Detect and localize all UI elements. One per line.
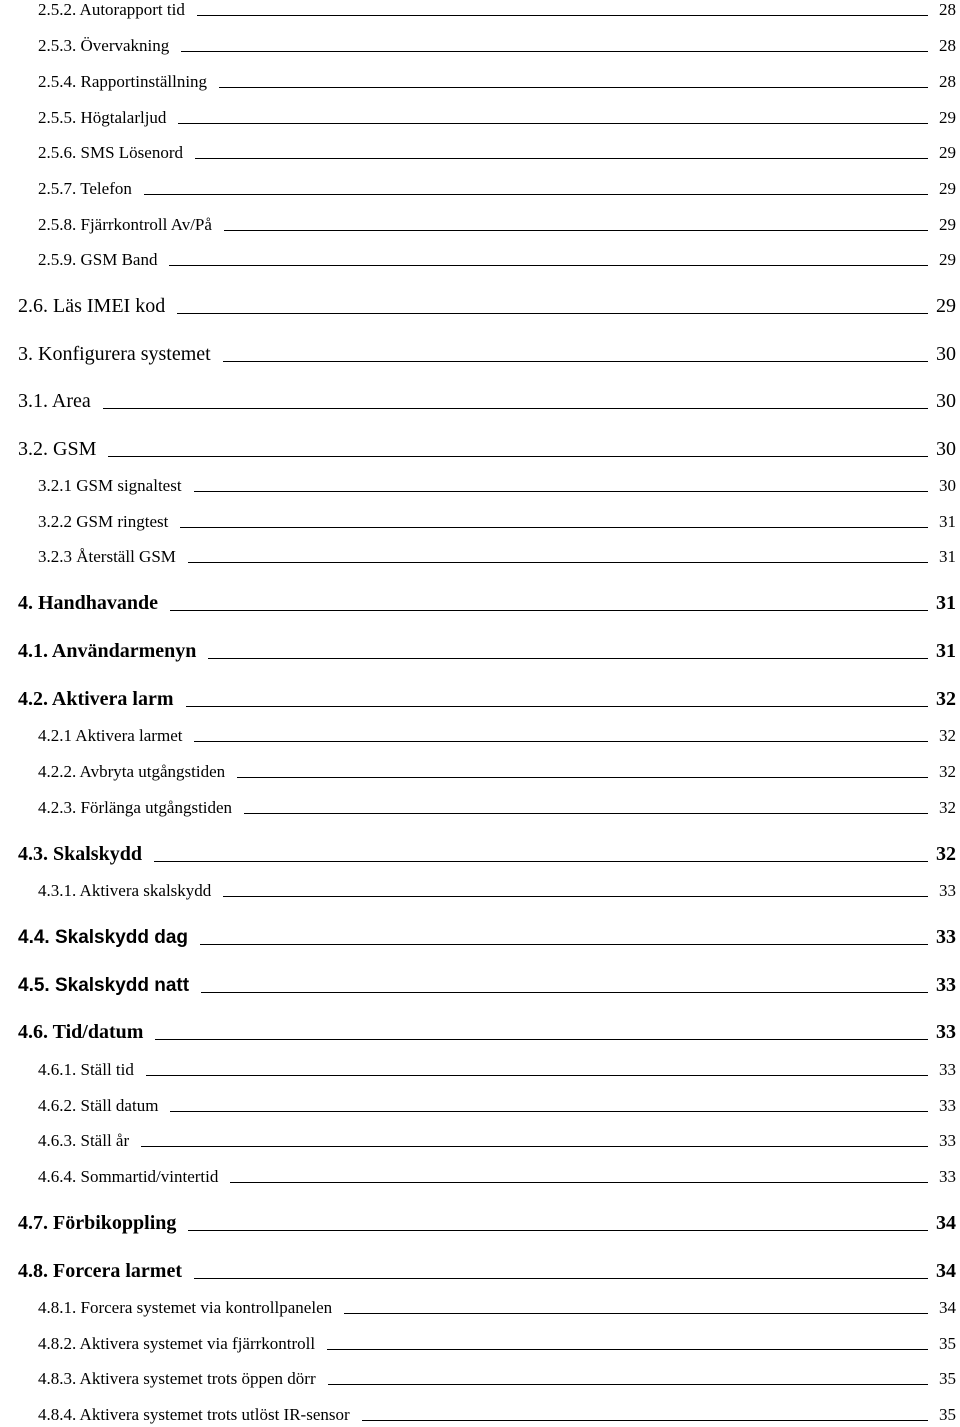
toc-entry[interactable] <box>38 1123 956 1153</box>
dot-leader <box>195 157 928 159</box>
toc-entry[interactable] <box>18 433 956 463</box>
dot-leader <box>362 1419 928 1421</box>
toc-entry-title: 3.1. Area <box>18 390 91 412</box>
toc-entry[interactable] <box>38 135 956 165</box>
dot-leader <box>180 526 928 528</box>
toc-entry-title: 4.6.4. Sommartid/vintertid <box>38 1167 219 1186</box>
toc-entry-title: 4.1. Användarmenyn <box>18 640 197 662</box>
toc-entry-page: 30 <box>939 476 956 495</box>
toc-entry-page: 33 <box>936 926 956 948</box>
toc-entry[interactable] <box>38 28 956 58</box>
dot-leader <box>178 122 928 124</box>
toc-entry-page: 35 <box>939 1369 956 1388</box>
toc-entry-title: 3. Konfigurera systemet <box>18 343 211 365</box>
toc-entry-title: 4.2.3. Förlänga utgångstiden <box>38 798 233 817</box>
toc-entry-title: 4.3.1. Aktivera skalskydd <box>38 881 212 900</box>
toc-entry[interactable] <box>38 1397 956 1427</box>
toc-entry-page: 31 <box>936 592 956 614</box>
toc-entry-title: 4.8.4. Aktivera systemet trots utlöst IR-sensor <box>38 1405 350 1424</box>
toc-entry-title: 4.2.2. Avbryta utgångstiden <box>38 762 226 781</box>
toc-entry-page: 32 <box>939 726 956 745</box>
dot-leader <box>169 264 928 266</box>
dot-leader <box>344 1312 928 1314</box>
toc-entry-page: 29 <box>939 108 956 127</box>
dot-leader <box>237 776 928 778</box>
toc-entry[interactable] <box>38 1290 956 1320</box>
toc-entry[interactable] <box>18 683 956 713</box>
toc-entry-page: 31 <box>939 512 956 531</box>
toc-entry[interactable] <box>38 207 956 237</box>
dot-leader <box>177 312 928 314</box>
toc-entry-title: 4.6.3. Ställ år <box>38 1131 130 1150</box>
dot-leader <box>194 490 928 492</box>
toc-entry-title: 4.6.2. Ställ datum <box>38 1096 159 1115</box>
toc-entry-page: 31 <box>939 547 956 566</box>
toc-entry-title: 4.5. Skalskydd natt <box>18 975 190 996</box>
toc-entry[interactable] <box>38 468 956 498</box>
dot-leader <box>328 1383 928 1385</box>
toc-entry-page: 33 <box>939 1060 956 1079</box>
toc-entry-page: 35 <box>939 1334 956 1353</box>
dot-leader <box>327 1348 928 1350</box>
toc-entry[interactable] <box>38 754 956 784</box>
toc-entry-page: 29 <box>939 179 956 198</box>
toc-entry-page: 30 <box>936 438 956 460</box>
toc-entry[interactable] <box>38 1052 956 1082</box>
toc-entry-title: 3.2. GSM <box>18 438 97 460</box>
toc-entry-title: 2.5.6. SMS Lösenord <box>38 143 183 162</box>
toc-entry-page: 32 <box>936 688 956 710</box>
toc-entry[interactable] <box>18 921 956 951</box>
toc-entry-page: 34 <box>936 1212 956 1234</box>
toc-entry[interactable] <box>38 171 956 201</box>
dot-leader <box>223 895 928 897</box>
toc-entry-title: 3.2.3 Återställ GSM <box>38 547 176 566</box>
toc-entry-page: 34 <box>936 1260 956 1282</box>
toc-entry[interactable] <box>18 838 956 868</box>
dot-leader <box>141 1145 928 1147</box>
toc-entry-title: 2.5.8. Fjärrkontroll Av/På <box>38 215 212 234</box>
toc-entry[interactable] <box>38 0 956 22</box>
dot-leader <box>208 657 928 659</box>
toc-entry-page: 33 <box>936 1021 956 1043</box>
toc-entry-page: 32 <box>939 762 956 781</box>
dot-leader <box>146 1074 928 1076</box>
toc-entry-page: 32 <box>939 798 956 817</box>
toc-entry[interactable] <box>18 290 956 320</box>
toc-entry-title: 4.6. Tid/datum <box>18 1021 144 1043</box>
toc-entry-title: 2.5.5. Högtalarljud <box>38 108 167 127</box>
toc-entry-page: 33 <box>939 881 956 900</box>
dot-leader <box>154 860 928 862</box>
toc-entry-title: 4.2.1 Aktivera larmet <box>38 726 183 745</box>
toc-entry-page: 29 <box>939 250 956 269</box>
dot-leader <box>186 705 928 707</box>
dot-leader <box>194 1277 928 1279</box>
toc-entry-page: 31 <box>936 640 956 662</box>
dot-leader <box>219 86 928 88</box>
toc-entry-title: 2.5.9. GSM Band <box>38 250 158 269</box>
toc-entry-title: 2.5.7. Telefon <box>38 179 132 198</box>
toc-entry[interactable] <box>18 587 956 617</box>
dot-leader <box>230 1181 928 1183</box>
toc-entry[interactable] <box>38 242 956 272</box>
toc-entry-title: 4.8.3. Aktivera systemet trots öppen dörr <box>38 1369 316 1388</box>
dot-leader <box>170 1110 928 1112</box>
dot-leader <box>201 991 928 993</box>
dot-leader <box>224 229 928 231</box>
toc-entry-title: 4.6.1. Ställ tid <box>38 1060 134 1079</box>
dot-leader <box>144 193 928 195</box>
toc-entry-title: 2.5.2. Autorapport tid <box>38 0 185 19</box>
dot-leader <box>197 14 928 16</box>
toc-entry-page: 29 <box>939 215 956 234</box>
toc-entry-title: 2.5.4. Rapportinställning <box>38 72 208 91</box>
toc-entry-title: 4.8. Forcera larmet <box>18 1260 182 1282</box>
toc-entry[interactable] <box>38 1326 956 1356</box>
dot-leader <box>155 1038 928 1040</box>
toc-entry-page: 28 <box>939 72 956 91</box>
toc-entry-title: 2.6. Läs IMEI kod <box>18 295 166 317</box>
dot-leader <box>170 609 928 611</box>
toc-entry[interactable] <box>18 338 956 368</box>
toc-entry-page: 29 <box>939 143 956 162</box>
toc-entry-page: 28 <box>939 0 956 19</box>
toc-entry-title: 3.2.1 GSM signaltest <box>38 476 182 495</box>
toc-entry-page: 29 <box>936 295 956 317</box>
toc-entry-title: 4. Handhavande <box>18 592 159 614</box>
toc-entry-title: 4.7. Förbikoppling <box>18 1212 177 1234</box>
toc-entry[interactable] <box>38 539 956 569</box>
toc-entry-page: 33 <box>936 974 956 996</box>
toc-entry-page: 34 <box>939 1298 956 1317</box>
dot-leader <box>188 561 928 563</box>
toc-entry[interactable] <box>18 1207 956 1237</box>
toc-entry-page: 32 <box>936 843 956 865</box>
toc-entry[interactable] <box>38 873 956 903</box>
toc-entry[interactable] <box>18 1255 956 1285</box>
toc-entry[interactable] <box>18 385 956 415</box>
toc-entry-title: 3.2.2 GSM ringtest <box>38 512 169 531</box>
toc-entry[interactable] <box>38 64 956 94</box>
toc-entry-page: 35 <box>939 1405 956 1424</box>
toc-entry-title: 4.8.1. Forcera systemet via kontrollpanelen <box>38 1298 333 1317</box>
toc-entry[interactable] <box>38 790 956 820</box>
toc-entry-title: 4.2. Aktivera larm <box>18 688 174 710</box>
toc-entry-page: 30 <box>936 390 956 412</box>
toc-entry-title: 2.5.3. Övervakning <box>38 36 170 55</box>
dot-leader <box>194 740 928 742</box>
toc-entry[interactable] <box>18 969 956 999</box>
toc-entry-page: 33 <box>939 1131 956 1150</box>
dot-leader <box>103 407 928 409</box>
dot-leader <box>244 812 928 814</box>
toc-entry-page: 28 <box>939 36 956 55</box>
toc-entry[interactable] <box>38 1088 956 1118</box>
toc-entry-page: 33 <box>939 1096 956 1115</box>
toc-entry-title: 4.3. Skalskydd <box>18 843 142 865</box>
dot-leader <box>200 943 928 945</box>
toc-entry-page: 33 <box>939 1167 956 1186</box>
toc-entry-page: 30 <box>936 343 956 365</box>
toc-entry[interactable] <box>38 100 956 130</box>
dot-leader <box>181 50 928 52</box>
dot-leader <box>108 455 928 457</box>
toc-entry-title: 4.8.2. Aktivera systemet via fjärrkontroll <box>38 1334 316 1353</box>
dot-leader <box>223 360 928 362</box>
toc-entry[interactable] <box>18 635 956 665</box>
toc-entry-title: 4.4. Skalskydd dag <box>18 927 189 948</box>
toc-entry[interactable] <box>38 1361 956 1391</box>
toc-entry[interactable] <box>38 718 956 748</box>
toc-entry[interactable] <box>18 1016 956 1046</box>
toc-entry[interactable] <box>38 1159 956 1189</box>
toc-entry[interactable] <box>38 504 956 534</box>
dot-leader <box>188 1229 928 1231</box>
